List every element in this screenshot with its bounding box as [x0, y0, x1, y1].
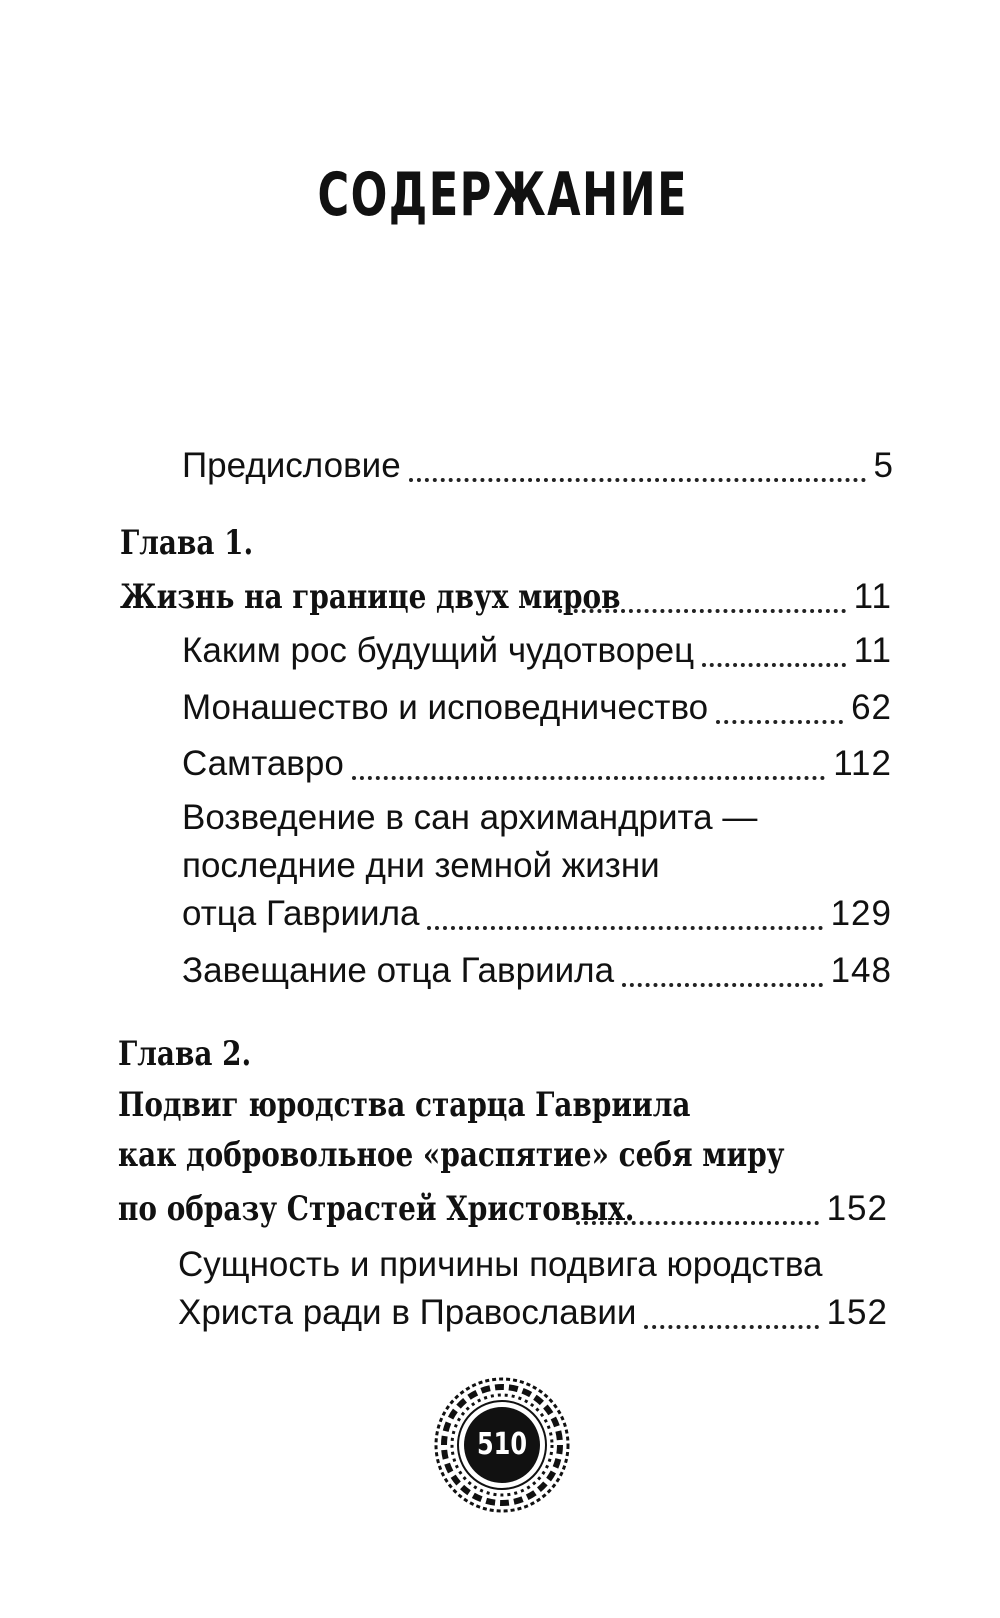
toc-entry-label-line: Христа ради в Православии	[178, 1293, 637, 1332]
page-title: СОДЕРЖАНИЕ	[317, 160, 689, 230]
toc-entry	[178, 1292, 888, 1334]
toc-entry-label-line: Возведение в сан архимандрита —	[182, 798, 758, 837]
toc-entry-label-line: отца Гавриила	[182, 894, 420, 933]
dot-leader	[576, 1221, 819, 1225]
dot-leader	[427, 926, 822, 930]
toc-page-number: 62	[851, 688, 892, 727]
chapter-title-line: Подвиг юродства старца Гавриила	[118, 1085, 691, 1125]
chapter-title-line	[118, 1188, 888, 1230]
dot-leader	[409, 478, 866, 482]
chapter-title: Жизнь на границе двух миров	[120, 577, 621, 617]
toc-entry	[182, 950, 892, 992]
toc-page-number: 11	[853, 631, 892, 670]
toc-entry-label: Завещание отца Гавриила	[182, 951, 615, 990]
toc-entry	[182, 893, 892, 935]
chapter-title: по образу Страстей Христовых.	[118, 1189, 635, 1229]
chapter-title-line: как добровольное «распятие» себя миру	[118, 1135, 785, 1175]
chapter-number: Глава 1.	[120, 523, 254, 563]
toc-entry-label: Самтавро	[182, 744, 344, 783]
toc-page-number: 5	[873, 446, 894, 485]
toc-entry-label: Монашество и исповедничество	[182, 688, 709, 727]
toc-page-number: 152	[826, 1189, 888, 1228]
dot-leader	[644, 1325, 818, 1329]
toc-entry	[182, 743, 892, 785]
toc-page-number: 112	[833, 744, 892, 783]
page-number-ornament	[432, 1375, 572, 1515]
dot-leader	[558, 609, 846, 613]
toc-entry-label-line: последние дни земной жизни	[182, 846, 660, 885]
toc-page-number: 11	[853, 577, 892, 616]
toc-entry-label-line: Сущность и причины подвига юродства	[178, 1245, 823, 1284]
dot-leader	[702, 663, 845, 667]
chapter-number: Глава 2.	[118, 1034, 252, 1074]
toc-page-number: 148	[830, 951, 892, 990]
chapter-title-line	[120, 576, 892, 618]
toc-entry-label: Предисловие	[182, 446, 401, 485]
toc-entry-label: Каким рос будущий чудотворец	[182, 631, 695, 670]
toc-entry	[182, 687, 892, 729]
dot-leader	[622, 983, 823, 987]
toc-page-number: 152	[826, 1293, 888, 1332]
dot-leader	[716, 720, 843, 724]
page-number: 510	[476, 1427, 528, 1462]
toc-entry-preface	[182, 445, 894, 487]
toc-entry	[182, 630, 892, 672]
dot-leader	[352, 776, 825, 780]
toc-page-number: 129	[830, 894, 892, 933]
